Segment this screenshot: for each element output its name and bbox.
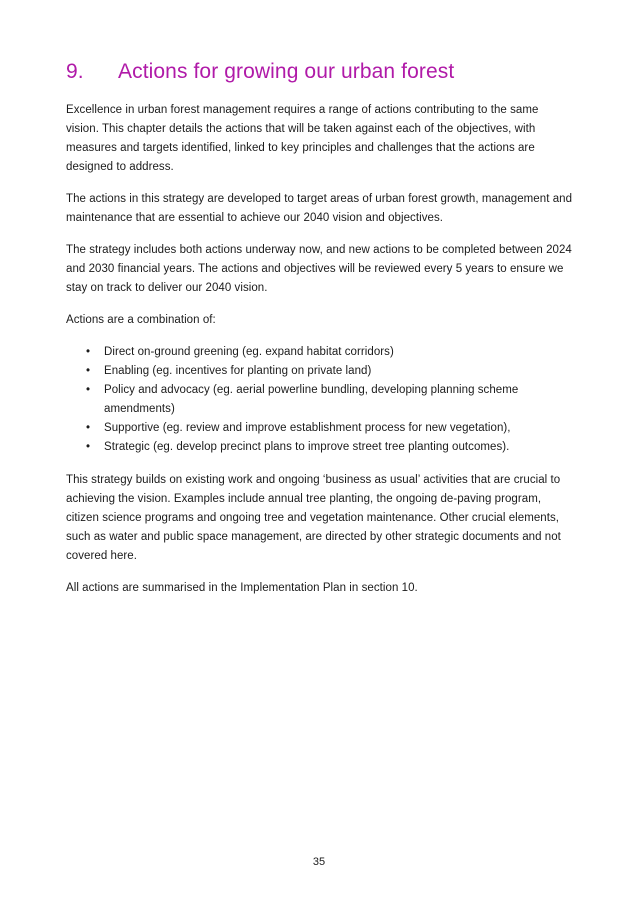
paragraph-actions-target: The actions in this strategy are developed to target areas of urban forest growth, management and maintenance that are essential to achieve our 2040 vision and objectives.	[66, 193, 573, 224]
list-item	[66, 362, 574, 381]
list-item	[66, 381, 574, 419]
paragraph-excellence: Excellence in urban forest management requires a range of actions contributing to the same vision. This chapter details the actions that will be taken against each of the objectives, with measures and targets identified, linked to key principles and challenges that the actions are designed to address.	[66, 104, 539, 173]
page-number: 35	[312, 856, 326, 868]
paragraph-business-as-usual: This strategy builds on existing work and ongoing ‘business as usual’ activities that are crucial to achieving the vision. Examples include annual tree planting, the ongoing de-paving program, citizen science programs and ongoing tree and vegetation maintenance. Other crucial elements, such as water and public space management, are directed by other strategic documents and not covered here.	[66, 474, 561, 562]
page-footer	[0, 856, 638, 868]
list-item	[66, 438, 574, 457]
bullet-icon: •	[86, 365, 91, 377]
bullet-icon: •	[86, 346, 91, 358]
bullet-item-supportive: Supportive (eg. review and improve establishment process for new vegetation),	[104, 422, 511, 434]
list-item	[66, 419, 574, 438]
page-content	[66, 60, 574, 611]
section-title: Actions for growing our urban forest	[118, 60, 455, 83]
bullet-item-strategic: Strategic (eg. develop precinct plans to improve street tree planting outcomes).	[104, 441, 510, 453]
bullet-item-direct-greening: Direct on-ground greening (eg. expand habitat corridors)	[104, 346, 394, 358]
bullet-icon: •	[86, 422, 91, 434]
actions-bullet-list	[66, 343, 574, 457]
list-item	[66, 343, 574, 362]
section-heading	[66, 60, 574, 84]
bullet-icon: •	[86, 441, 91, 453]
paragraph-strategy-timeline: The strategy includes both actions underway now, and new actions to be completed between 2024 and 2030 financial years. The actions and objectives will be reviewed every 5 years to ensure we stay on track to deliver our 2040 vision.	[66, 244, 572, 294]
section-number: 9.	[66, 60, 84, 83]
paragraph-list-intro: Actions are a combination of:	[66, 314, 216, 326]
bullet-item-enabling: Enabling (eg. incentives for planting on private land)	[104, 365, 372, 377]
bullet-item-policy-advocacy: Policy and advocacy (eg. aerial powerline bundling, developing planning scheme amendments)	[104, 384, 519, 415]
paragraph-implementation-plan: All actions are summarised in the Implementation Plan in section 10.	[66, 582, 418, 594]
bullet-icon: •	[86, 384, 91, 396]
